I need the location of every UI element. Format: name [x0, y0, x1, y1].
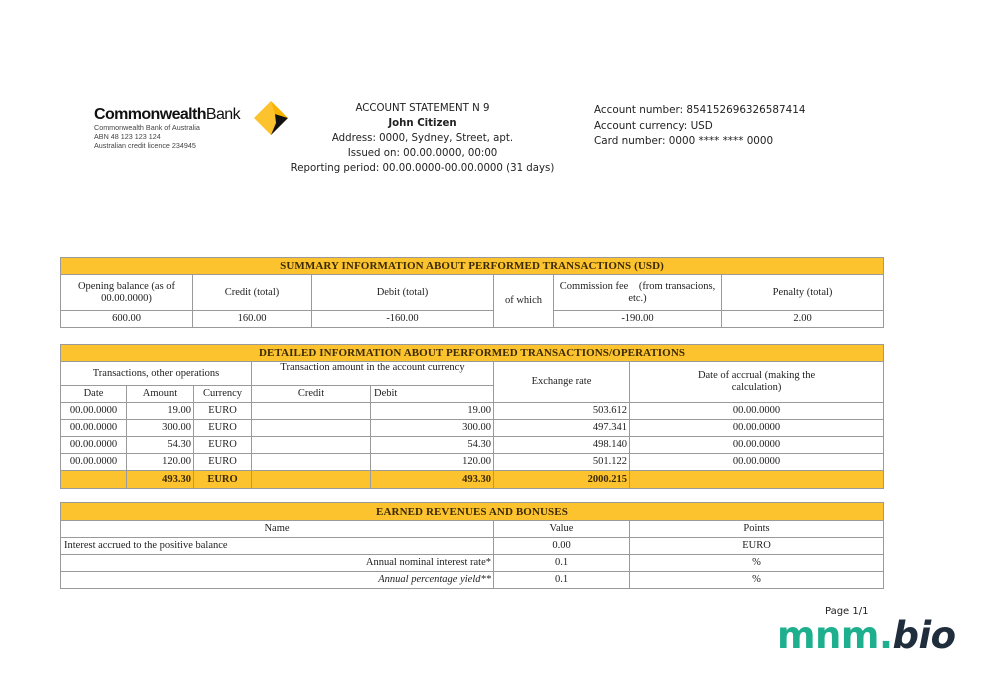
value-penalty-total: 2.00 [722, 311, 884, 328]
row-accrual-date: 00.00.0000 [630, 420, 884, 437]
bank-licence: Australian credit licence 234945 [94, 141, 196, 150]
row-accrual-date: 00.00.0000 [630, 454, 884, 471]
row-currency: EURO [194, 437, 252, 454]
card-number: Card number: 0000 **** **** 0000 [594, 135, 774, 147]
statement-header [280, 101, 565, 176]
watermark-logo [777, 614, 956, 657]
header-debit-total: Debit (total) [312, 275, 494, 311]
header-credit: Credit [252, 386, 371, 403]
header-opening-balance: Opening balance (as of 00.00.0000) [61, 275, 193, 311]
account-holder: John Citizen [388, 118, 457, 129]
row-exchange-rate: 498.140 [494, 437, 630, 454]
group-header-account-amount: Transaction amount in the account currency [252, 362, 494, 386]
header-penalty-total: Penalty (total) [722, 275, 884, 311]
earned-table [60, 502, 884, 589]
statement-title: ACCOUNT STATEMENT N 9 [355, 103, 490, 114]
summary-table [60, 257, 884, 328]
row-name: Annual percentage yield** [61, 572, 494, 589]
value-debit-total: -160.00 [312, 311, 494, 328]
row-value: 0.1 [494, 555, 630, 572]
account-currency: Account currency: USD [594, 119, 713, 132]
row-date: 00.00.0000 [61, 454, 127, 471]
total-row [61, 471, 884, 489]
row-value: 0.1 [494, 572, 630, 589]
row-accrual-date: 00.00.0000 [630, 403, 884, 420]
row-name: Interest accrued to the positive balance [61, 538, 494, 555]
row-points: % [630, 572, 884, 589]
row-amount: 54.30 [127, 437, 194, 454]
watermark-part-a: mnm. [777, 614, 893, 657]
table-row [61, 555, 884, 572]
row-debit: 19.00 [371, 403, 494, 420]
value-credit-total: 160.00 [193, 311, 312, 328]
total-credit [252, 471, 371, 489]
bank-legal-name: Commonwealth Bank of Australia [94, 123, 200, 132]
value-opening-balance: 600.00 [61, 311, 193, 328]
row-credit [252, 403, 371, 420]
bank-logo-wordmark [94, 106, 240, 124]
header-debit: Debit [371, 386, 494, 403]
row-credit [252, 437, 371, 454]
row-credit [252, 454, 371, 471]
row-points: EURO [630, 538, 884, 555]
header-exchange-rate: Exchange rate [494, 362, 630, 403]
total-currency: EURO [194, 471, 252, 489]
header-value: Value [494, 521, 630, 538]
header-credit-total: Credit (total) [193, 275, 312, 311]
page-number: Page 1/1 [825, 606, 869, 617]
logo-bold-text: Commonwealth [94, 106, 206, 123]
row-debit: 120.00 [371, 454, 494, 471]
summary-title: SUMMARY INFORMATION ABOUT PERFORMED TRANSACTIONS (USD) [61, 258, 884, 275]
earned-title: EARNED REVENUES AND BONUSES [61, 503, 884, 521]
total-debit: 493.30 [371, 471, 494, 489]
header-of-which: of which [494, 275, 554, 328]
group-header-transactions: Transactions, other operations [61, 362, 252, 386]
row-amount: 120.00 [127, 454, 194, 471]
header-accrual-date: Date of accrual (making the calculation) [630, 362, 884, 403]
header-date: Date [61, 386, 127, 403]
header-points: Points [630, 521, 884, 538]
row-debit: 54.30 [371, 437, 494, 454]
row-currency: EURO [194, 454, 252, 471]
row-date: 00.00.0000 [61, 437, 127, 454]
issued-on: Issued on: 00.00.0000, 00:00 [347, 148, 498, 159]
logo-light-text: Bank [205, 106, 240, 123]
total-exchange-rate: 2000.215 [494, 471, 630, 489]
total-amount: 493.30 [127, 471, 194, 489]
row-amount: 19.00 [127, 403, 194, 420]
table-row [61, 437, 884, 454]
account-number: Account number: 854152696326587414 [594, 104, 806, 116]
detailed-title: DETAILED INFORMATION ABOUT PERFORMED TRANSACTIONS/OPERATIONS [61, 345, 884, 362]
row-amount: 300.00 [127, 420, 194, 437]
table-row [61, 454, 884, 471]
row-accrual-date: 00.00.0000 [630, 437, 884, 454]
row-date: 00.00.0000 [61, 420, 127, 437]
header-amount: Amount [127, 386, 194, 403]
bank-abn: ABN 48 123 123 124 [94, 132, 161, 141]
row-exchange-rate: 497.341 [494, 420, 630, 437]
watermark-part-b: bio [892, 614, 956, 657]
row-points: % [630, 555, 884, 572]
value-commission-fee: -190.00 [554, 311, 722, 328]
header-currency: Currency [194, 386, 252, 403]
row-credit [252, 420, 371, 437]
reporting-period: Reporting period: 00.00.0000-00.00.0000 (31 days) [290, 163, 555, 174]
row-exchange-rate: 503.612 [494, 403, 630, 420]
total-date [61, 471, 127, 489]
row-exchange-rate: 501.122 [494, 454, 630, 471]
table-row [61, 572, 884, 589]
row-name: Annual nominal interest rate* [61, 555, 494, 572]
account-info [594, 103, 805, 150]
header-name: Name [61, 521, 494, 538]
row-currency: EURO [194, 403, 252, 420]
detailed-table [60, 344, 884, 489]
holder-address: Address: 0000, Sydney, Street, apt. [331, 133, 514, 144]
table-row [61, 420, 884, 437]
header-commission-fee: Commission fee (from transacions, etc.) [554, 275, 722, 311]
row-currency: EURO [194, 420, 252, 437]
row-date: 00.00.0000 [61, 403, 127, 420]
table-row [61, 538, 884, 555]
row-value: 0.00 [494, 538, 630, 555]
row-debit: 300.00 [371, 420, 494, 437]
table-row [61, 403, 884, 420]
total-accrual [630, 471, 884, 489]
